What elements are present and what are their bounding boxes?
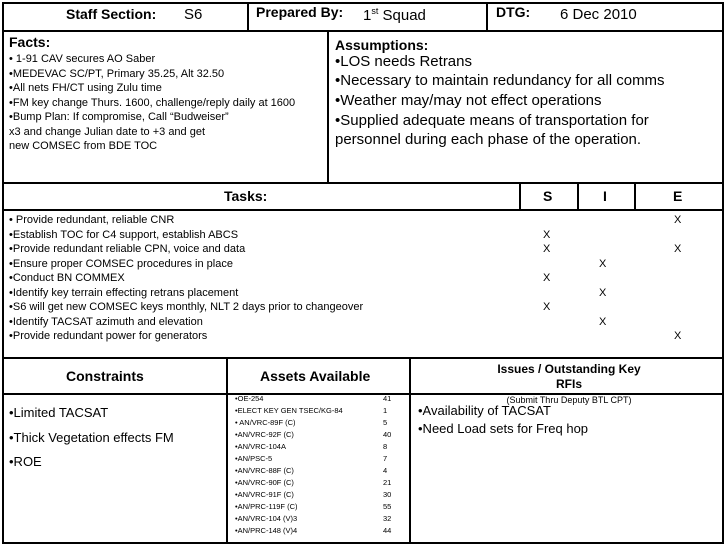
task-row: •Conduct BN COMMEX bbox=[9, 272, 125, 284]
assets-vline bbox=[409, 358, 411, 544]
asset-qty: 5 bbox=[383, 418, 388, 427]
facts-title: Facts: bbox=[9, 34, 51, 50]
asset-qty: 40 bbox=[383, 430, 392, 439]
task-mark-s: X bbox=[543, 243, 551, 255]
prepared-by-value bbox=[363, 6, 426, 24]
dtg-value: 6 Dec 2010 bbox=[560, 6, 637, 23]
staff-section-label: Staff Section: bbox=[66, 6, 157, 22]
facts-line: x3 and change Julian date to +3 and get bbox=[9, 126, 206, 138]
tasks-vline-i bbox=[577, 183, 579, 210]
asset-name: •AN/VRC-104A bbox=[235, 442, 286, 451]
constraint-item: •Limited TACSAT bbox=[9, 405, 109, 420]
task-row: •Identify key terrain effecting retrans placement bbox=[9, 287, 239, 299]
outer-left-border bbox=[2, 2, 4, 544]
constraints-vline bbox=[226, 358, 228, 544]
task-mark-s: X bbox=[543, 301, 551, 313]
assumptions-line: •LOS needs Retrans bbox=[335, 53, 472, 70]
outer-bottom-border bbox=[2, 542, 724, 544]
header-vline-2 bbox=[486, 2, 488, 31]
tasks-title: Tasks: bbox=[224, 188, 268, 204]
asset-qty: 41 bbox=[383, 394, 392, 403]
asset-name: •ELECT KEY GEN TSEC/KG-84 bbox=[235, 406, 343, 415]
constraint-item: •ROE bbox=[9, 454, 42, 469]
asset-name: •OE-254 bbox=[235, 394, 264, 403]
task-row: •Identify TACSAT azimuth and elevation bbox=[9, 316, 203, 328]
asset-name: •AN/VRC-88F (C) bbox=[235, 466, 294, 475]
facts-line: •MEDEVAC SC/PT, Primary 35.25, Alt 32.50 bbox=[9, 68, 225, 80]
asset-name: •AN/VRC-91F (C) bbox=[235, 490, 294, 499]
tasks-col-e: E bbox=[673, 188, 683, 204]
asset-qty: 21 bbox=[383, 478, 392, 487]
constraints-title: Constraints bbox=[66, 368, 144, 384]
tasks-header-divider bbox=[2, 209, 724, 211]
prepared-by-num: 1 bbox=[363, 7, 372, 24]
task-mark-s: X bbox=[543, 272, 551, 284]
asset-qty: 8 bbox=[383, 442, 388, 451]
asset-name: •AN/PRC-119F (C) bbox=[235, 502, 298, 511]
outer-top-border bbox=[2, 2, 724, 4]
task-row: •Establish TOC for C4 support, establish ABCS bbox=[9, 229, 239, 241]
assumptions-line: personnel during each phase of the operation. bbox=[335, 131, 642, 148]
header-divider bbox=[2, 30, 724, 32]
asset-qty: 7 bbox=[383, 454, 388, 463]
facts-assumptions-vline bbox=[327, 31, 329, 183]
asset-name: •AN/VRC-92F (C) bbox=[235, 430, 294, 439]
facts-line: new COMSEC from BDE TOC bbox=[9, 140, 158, 152]
task-row: •S6 will get new COMSEC keys monthly, NLT 2 days prior to changeover bbox=[9, 301, 364, 313]
facts-section-divider bbox=[2, 182, 724, 184]
tasks-vline-e bbox=[634, 183, 636, 210]
outer-right-border bbox=[722, 2, 724, 544]
task-mark-e: X bbox=[674, 214, 682, 226]
task-mark-i: X bbox=[599, 258, 607, 270]
facts-line: •All nets FH/CT using Zulu time bbox=[9, 82, 162, 94]
assumptions-line: •Necessary to maintain redundancy for all comms bbox=[335, 72, 665, 89]
assumptions-line: •Supplied adequate means of transportation for bbox=[335, 112, 649, 129]
facts-line: •FM key change Thurs. 1600, challenge/reply daily at 1600 bbox=[9, 97, 296, 109]
asset-qty: 30 bbox=[383, 490, 392, 499]
asset-qty: 44 bbox=[383, 526, 392, 535]
task-mark-e: X bbox=[674, 243, 682, 255]
task-mark-e: X bbox=[674, 330, 682, 342]
task-row: •Provide redundant reliable CPN, voice and data bbox=[9, 243, 246, 255]
task-row: •Ensure proper COMSEC procedures in place bbox=[9, 258, 233, 270]
issues-subtitle: (Submit Thru Deputy BTL CPT) bbox=[506, 395, 632, 405]
task-mark-i: X bbox=[599, 316, 607, 328]
constraint-item: •Thick Vegetation effects FM bbox=[9, 430, 174, 445]
facts-line: •Bump Plan: If compromise, Call “Budweiser” bbox=[9, 111, 229, 123]
issues-title-line1: Issues / Outstanding Key bbox=[497, 362, 641, 376]
prepared-by-rest: Squad bbox=[378, 7, 426, 24]
task-mark-s: X bbox=[543, 229, 551, 241]
asset-name: •AN/PSC-5 bbox=[235, 454, 273, 463]
task-mark-i: X bbox=[599, 287, 607, 299]
asset-qty: 4 bbox=[383, 466, 388, 475]
asset-name: •AN/PRC-148 (V)4 bbox=[235, 526, 298, 535]
facts-line: • 1-91 CAV secures AO Saber bbox=[9, 53, 156, 65]
issue-item: •Need Load sets for Freq hop bbox=[418, 421, 589, 436]
asset-qty: 32 bbox=[383, 514, 392, 523]
assets-title: Assets Available bbox=[260, 368, 371, 384]
task-row: •Provide redundant power for generators bbox=[9, 330, 208, 342]
asset-qty: 1 bbox=[383, 406, 388, 415]
prepared-by-sup: st bbox=[371, 6, 379, 16]
prepared-by-label: Prepared By: bbox=[256, 4, 344, 20]
asset-name: •AN/VRC-104 (V)3 bbox=[235, 514, 298, 523]
asset-name: • AN/VRC-89F (C) bbox=[235, 418, 296, 427]
assumptions-title: Assumptions: bbox=[335, 37, 429, 53]
dtg-label: DTG: bbox=[496, 4, 531, 20]
issues-title-line2: RFIs bbox=[555, 377, 582, 391]
tasks-col-s: S bbox=[543, 188, 553, 204]
task-row: • Provide redundant, reliable CNR bbox=[9, 214, 175, 226]
issue-item: •Availability of TACSAT bbox=[418, 403, 551, 418]
tasks-vline-s bbox=[519, 183, 521, 210]
issues-title bbox=[416, 362, 722, 392]
tasks-section-divider bbox=[2, 357, 724, 359]
header-vline-1 bbox=[247, 2, 249, 31]
asset-qty: 55 bbox=[383, 502, 392, 511]
staff-section-value: S6 bbox=[184, 6, 203, 23]
tasks-col-i: I bbox=[603, 188, 607, 204]
assumptions-line: •Weather may/may not effect operations bbox=[335, 92, 602, 109]
asset-name: •AN/VRC-90F (C) bbox=[235, 478, 294, 487]
